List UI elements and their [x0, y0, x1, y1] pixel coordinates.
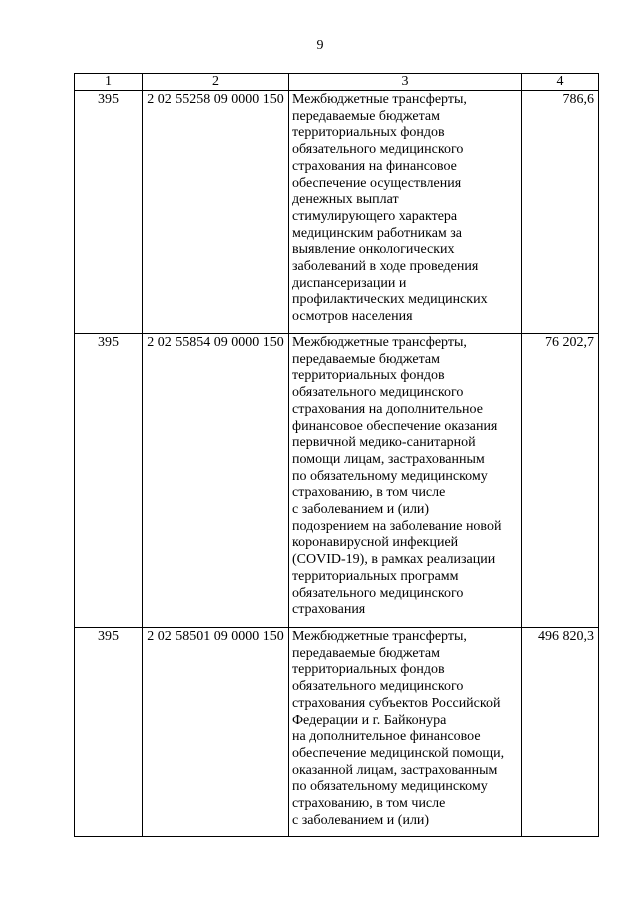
budget-code-cell: 2 02 55258 09 0000 150 [143, 91, 289, 334]
admin-code-cell: 395 [75, 628, 143, 837]
amount-cell: 786,6 [522, 91, 599, 334]
column-header-4: 4 [522, 74, 599, 91]
amount-cell: 496 820,3 [522, 628, 599, 837]
description-cell: Межбюджетные трансферты, передаваемые бюджетам территориальных фондов обязательного медицинского страхования субъектов Российской Федерации и г. Байконура на дополнительное финансовое обеспечение медицинской помощи, оказанной лицам, застрахованным по обязательному медицинскому страхованию, в том числе с заболеванием и (или) [289, 628, 522, 837]
page-number: 9 [316, 38, 324, 53]
column-header-3: 3 [289, 74, 522, 91]
budget-table [74, 73, 599, 837]
column-header-1: 1 [75, 74, 143, 91]
column-header-2: 2 [143, 74, 289, 91]
budget-code-cell: 2 02 55854 09 0000 150 [143, 334, 289, 628]
table-row [75, 628, 599, 837]
description-cell: Межбюджетные трансферты, передаваемые бюджетам территориальных фондов обязательного медицинского страхования на финансовое обеспечение осуществления денежных выплат стимулирующего характера медицинским работникам за выявление онкологических заболеваний в ходе проведения диспансеризации и профилактических медицинских осмотров населения [289, 91, 522, 334]
admin-code-cell: 395 [75, 91, 143, 334]
amount-cell: 76 202,7 [522, 334, 599, 628]
budget-code-cell: 2 02 58501 09 0000 150 [143, 628, 289, 837]
table-row [75, 334, 599, 628]
table-row [75, 91, 599, 334]
table-header-row [75, 74, 599, 91]
admin-code-cell: 395 [75, 334, 143, 628]
description-cell: Межбюджетные трансферты, передаваемые бюджетам территориальных фондов обязательного медицинского страхования на дополнительное финансовое обеспечение оказания первичной медико-санитарной помощи лицам, застрахованным по обязательному медицинскому страхованию, в том числе с заболеванием и (или) подозрением на заболевание новой коронавирусной инфекцией (COVID-19), в рамках реализации территориальных программ обязательного медицинского страхования [289, 334, 522, 628]
